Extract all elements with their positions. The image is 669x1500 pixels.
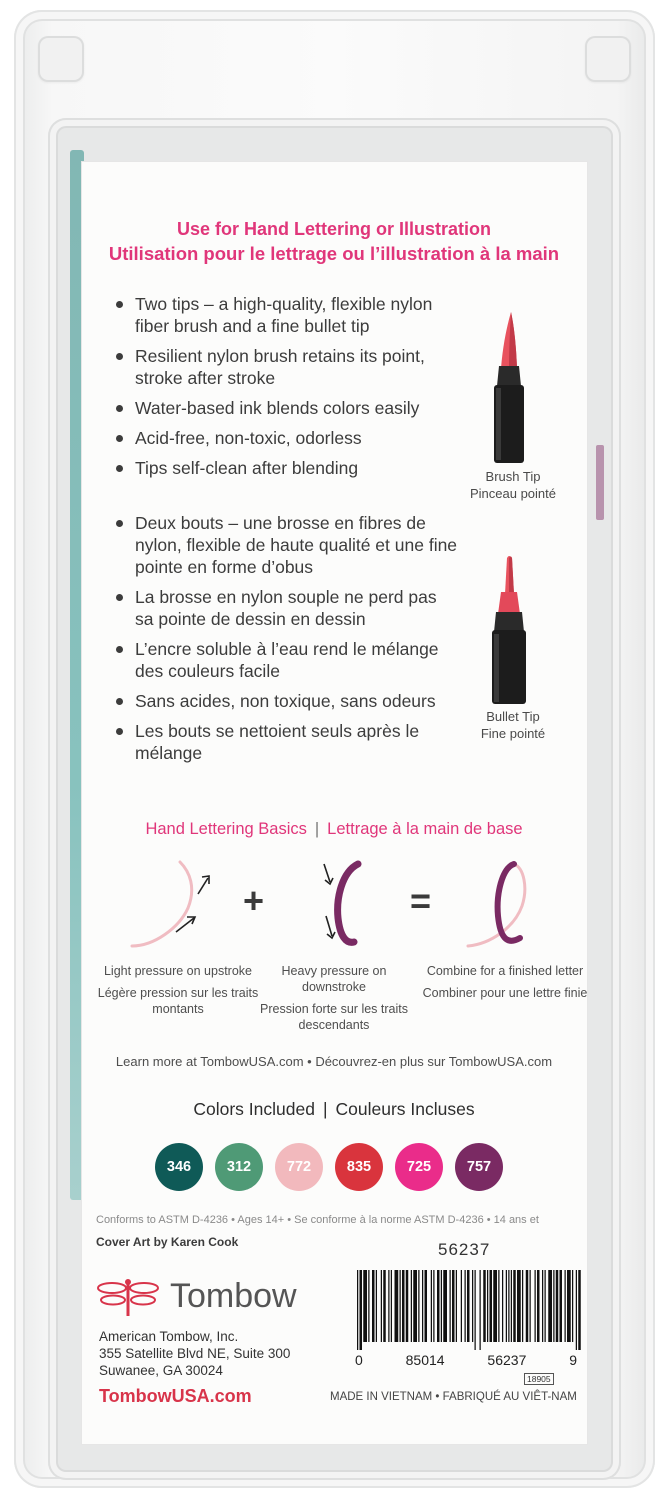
colors-title-en: Colors Included [193,1099,315,1119]
barcode-bar [490,1270,493,1342]
barcode-bar [437,1270,440,1342]
barcode-bar [452,1270,455,1342]
barcode-bar [498,1270,499,1342]
barcode-small-code: 18905 [524,1373,554,1385]
brand-wordmark: Tombow [170,1276,297,1315]
barcode-bar [567,1270,571,1342]
barcode-bar [483,1270,486,1342]
website-url: TombowUSA.com [99,1386,252,1406]
step-heavy-pressure [249,963,419,1033]
barcode-bar [400,1270,401,1342]
barcode-bar [406,1270,409,1342]
barcode-bar [381,1270,382,1342]
barcode-bar [513,1270,516,1342]
step-caption-fr: Légère pression sur les traits montants [97,986,259,1016]
product-number: 56237 [438,1240,491,1259]
barcode-bar [565,1270,566,1342]
bullet-tip-label-fr: Fine pointé [480,726,546,741]
bullet-tip-label-en: Bullet Tip [486,709,540,724]
made-in-text: MADE IN VIETNAM • FABRIQUÉ AU VIÊT-NAM [330,1391,577,1403]
barcode-bar [537,1270,540,1342]
feature-item: Les bouts se nettoient seuls après le mélange [114,720,459,764]
barcode-bar [493,1270,497,1342]
barcode-bar [402,1270,405,1342]
downstroke-illustration [312,858,372,954]
barcode-bar [450,1270,451,1342]
barcode-bar [545,1270,546,1342]
barcode-bar [511,1270,512,1342]
barcode-bar [363,1270,367,1342]
feature-item: Deux bouts – une brosse en fibres de nylon, flexible de haute qualité et une fine pointe en forme d’obus [114,512,459,578]
color-swatch: 757 [455,1143,503,1191]
barcode-bar [548,1270,552,1342]
conformity-text: Conforms to ASTM D-4236 • Ages 14+ • Se conforme à la norme ASTM D-4236 • 14 ans et [96,1214,539,1226]
barcode-bar [395,1270,399,1342]
features-list-fr [114,512,459,772]
barcode-bar [522,1270,523,1342]
barcode-digit-group: 0 [355,1352,363,1368]
barcode-bar [560,1270,563,1342]
feature-item: Acid-free, non-toxic, odorless [114,427,459,449]
features-list-en [114,293,459,487]
color-swatch: 312 [215,1143,263,1191]
barcode-bar [535,1270,536,1342]
barcode-bar [413,1270,417,1342]
lettering-basics-title-fr: Lettrage à la main de base [327,820,523,838]
barcode-bar [553,1270,554,1342]
barcode-bar [576,1270,577,1350]
brush-tip-illustration [474,308,544,463]
barcode-bar [360,1270,363,1350]
step-caption-en: Light pressure on upstroke [103,964,252,978]
usage-heading-fr: Utilisation pour le lettrage ou l’illustration à la main [108,243,560,264]
barcode-bar [383,1270,386,1342]
step-caption-fr: Pression forte sur les traits descendants [260,1002,408,1032]
barcode-bar [425,1270,428,1342]
feature-item: Resilient nylon brush retains its point, stroke after stroke [114,345,459,389]
finished-letter-illustration [462,858,552,954]
barcode-bar [556,1270,559,1342]
barcode-bar [456,1270,457,1342]
barcode-bar [542,1270,543,1342]
feature-item: L’encre soluble à l’eau rend le mélange des couleurs facile [114,638,459,682]
barcode-bar [418,1270,419,1342]
bullet-tip-illustration [474,554,544,704]
step-combine [420,963,590,1001]
colors-heading [80,1099,588,1120]
color-swatch: 835 [335,1143,383,1191]
barcode-digits [355,1352,577,1368]
step-caption-fr: Combiner pour une lettre finie [422,986,588,1000]
address-line: American Tombow, Inc. [99,1329,239,1344]
barcode-bar [443,1270,447,1342]
barcode-bar [530,1270,531,1342]
barcode-bar [388,1270,389,1342]
heading-separator: | [314,820,320,838]
colors-title-fr: Couleurs Incluses [335,1099,475,1119]
barcode-bar [357,1270,358,1350]
barcode-bar [517,1270,521,1342]
feature-item: Two tips – a high-quality, flexible nylon fiber brush and a fine bullet tip [114,293,459,337]
barcode-bar [526,1270,529,1342]
upstroke-illustration [124,858,224,954]
dragonfly-icon [96,1276,160,1316]
feature-item: Sans acides, non toxique, sans odeurs [114,690,459,712]
barcode-bar [506,1270,507,1342]
barcode-bar [467,1270,470,1342]
feature-item: Water-based ink blends colors easily [114,397,459,419]
barcode-bar [508,1270,509,1342]
barcode [353,1270,583,1350]
barcode-digit-group: 9 [569,1352,577,1368]
brush-tip-label-en: Brush Tip [485,469,541,484]
barcode-bar [372,1270,375,1342]
hang-tab-left [38,36,84,82]
barcode-bar [433,1270,434,1342]
address-line: 355 Satellite Blvd NE, Suite 300 [99,1346,291,1361]
lettering-basics-title-en: Hand Lettering Basics [145,820,307,838]
cover-art-credit: Cover Art by Karen Cook [96,1235,239,1249]
company-address [99,1328,290,1379]
barcode-bar [411,1270,412,1342]
brush-tip-caption [438,468,588,502]
learn-more-text: Learn more at TombowUSA.com • Découvrez-en plus sur TombowUSA.com [115,1054,553,1069]
barcode-digit-group: 56237 [487,1352,527,1368]
pen-edge-plum [596,445,604,520]
step-light-pressure [93,963,263,1017]
barcode-bar [461,1270,462,1342]
address-line: Suwanee, GA 30024 [99,1363,223,1378]
barcode-bar [441,1270,442,1342]
plus-sign: + [243,880,265,921]
feature-item: Tips self-clean after blending [114,457,459,479]
equals-sign: = [410,880,432,921]
color-swatches [155,1143,503,1191]
hang-tab-right [585,36,631,82]
brush-tip-label-fr: Pinceau pointé [469,486,556,501]
color-swatch: 772 [275,1143,323,1191]
step-caption-en: Heavy pressure on downstroke [281,964,387,994]
barcode-bar [578,1270,581,1350]
barcode-bar [465,1270,466,1342]
barcode-bar [487,1270,488,1342]
feature-item: La brosse en nylon souple ne perd pas sa pointe de dessin en dessin [114,586,459,630]
barcode-bar [376,1270,377,1342]
color-swatch: 346 [155,1143,203,1191]
bullet-tip-caption [438,708,588,742]
barcode-bar [480,1270,481,1350]
heading-separator: | [322,1099,328,1119]
barcode-digit-group: 85014 [405,1352,445,1368]
barcode-bar [422,1270,423,1342]
brand-logo [96,1276,297,1316]
barcode-bar [391,1270,392,1342]
barcode-bar [368,1270,369,1342]
color-swatch: 725 [395,1143,443,1191]
lettering-basics-heading [80,820,588,839]
usage-heading-en: Use for Hand Lettering or Illustration [176,219,492,239]
barcode-bar [572,1270,573,1342]
barcode-bar [472,1270,473,1342]
barcode-bar [475,1270,476,1350]
barcode-bar [431,1270,432,1342]
step-caption-en: Combine for a finished letter [426,964,584,978]
barcode-bar [502,1270,503,1342]
